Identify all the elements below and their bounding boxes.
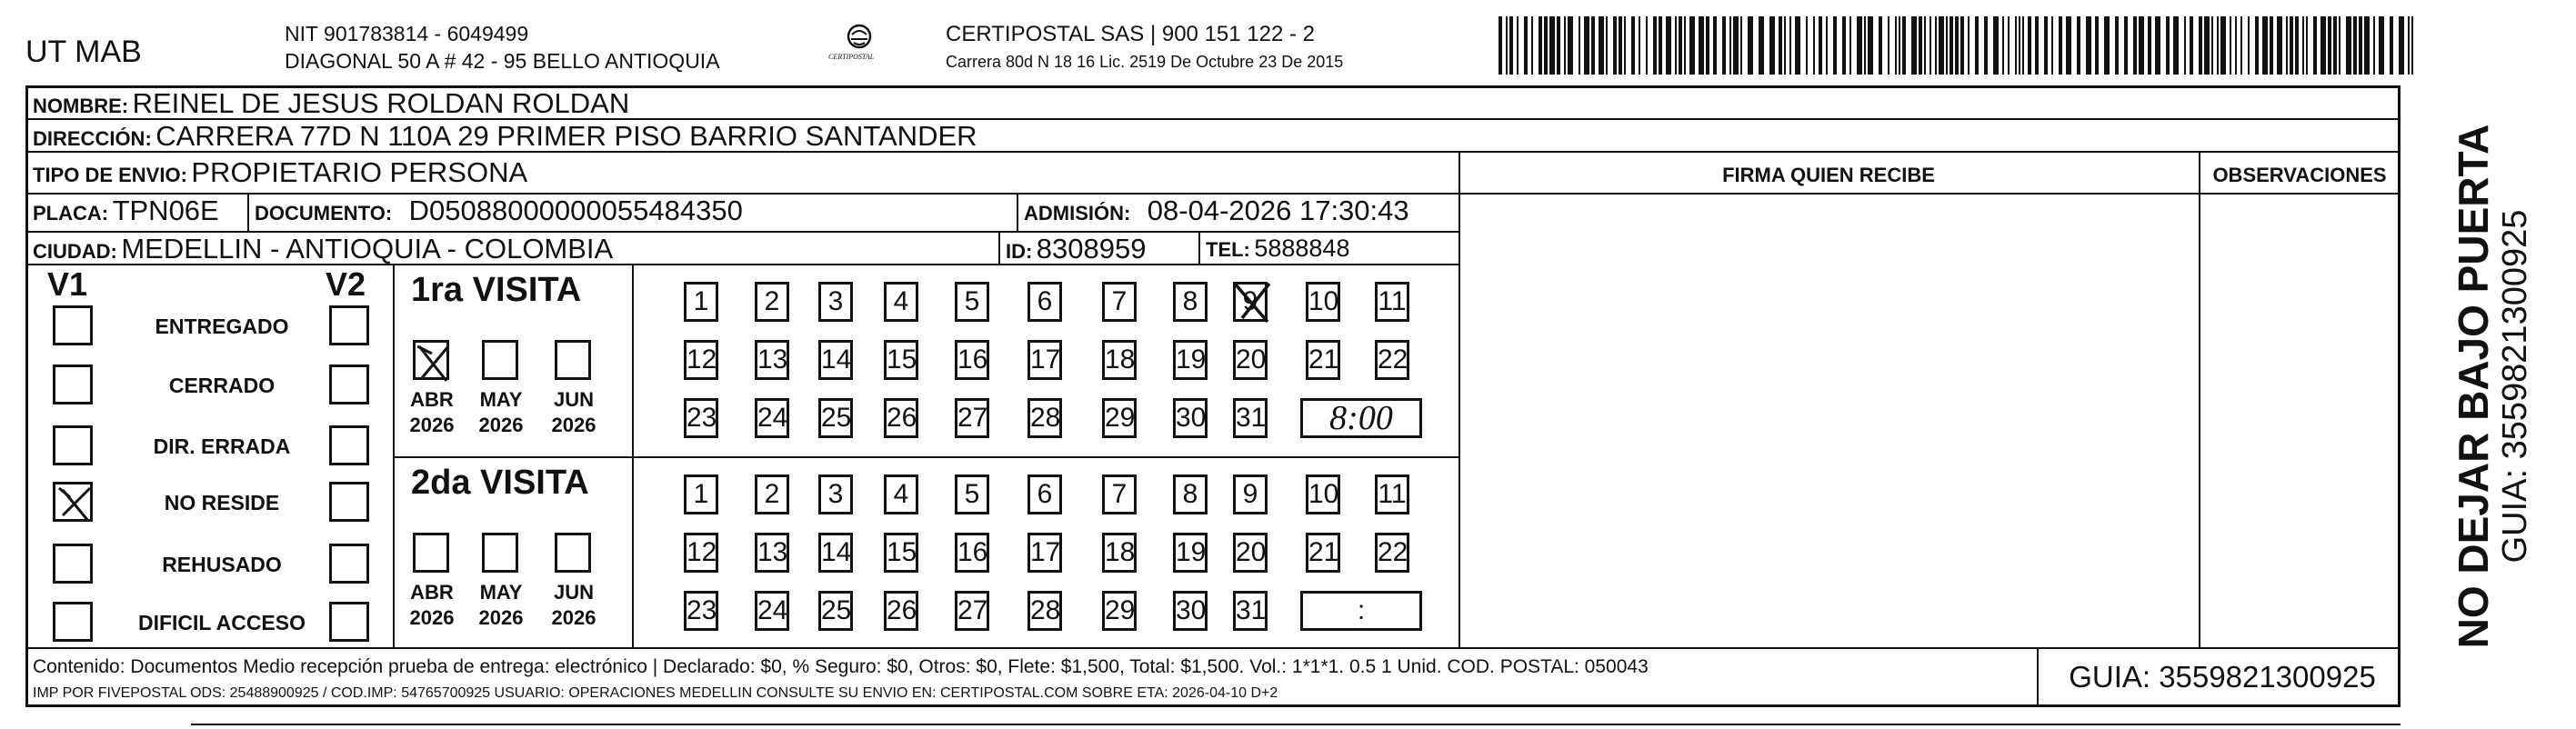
day-box[interactable]: 17 (1027, 533, 1062, 573)
day-box[interactable]: 26 (884, 398, 918, 438)
month-label: MAY (479, 581, 523, 604)
nombre-row (33, 87, 629, 120)
v1-label: V1 (47, 265, 88, 303)
status-label: ENTREGADO (155, 315, 289, 338)
v2-checkbox[interactable] (329, 305, 369, 345)
month-label: ABR (410, 388, 454, 411)
direccion-row (33, 120, 977, 153)
day-box[interactable]: 27 (955, 398, 989, 438)
firma-label: FIRMA QUIEN RECIBE (1722, 164, 1935, 186)
day-box[interactable]: 23 (684, 591, 718, 631)
day-box[interactable]: 21 (1306, 340, 1340, 380)
admision-value: 08-04-2026 17:30:43 (1147, 195, 1409, 226)
day-box[interactable]: 7 (1102, 282, 1137, 322)
day-box[interactable]: 12 (684, 533, 718, 573)
id-label: ID: (1006, 240, 1033, 263)
month-label: MAY (479, 388, 523, 411)
v2-checkbox[interactable] (329, 602, 369, 642)
documento-value: D05088000000055484350 (408, 195, 743, 226)
year-label: 2026 (551, 414, 596, 436)
day-box[interactable]: 1 (684, 282, 718, 322)
status-label: DIR. ERRADA (153, 434, 291, 458)
v2-checkbox[interactable] (329, 482, 369, 522)
year-label: 2026 (409, 606, 455, 629)
ciudad-value: MEDELLIN - ANTIOQUIA - COLOMBIA (121, 233, 614, 265)
certipostal-logo (823, 22, 896, 65)
day-box[interactable]: 28 (1027, 398, 1062, 438)
handwritten-check-icon (1233, 282, 1271, 328)
id-cell (1006, 233, 1146, 265)
tipo-label: TIPO DE ENVIO: (33, 164, 187, 186)
time-box[interactable]: 8:00 (1300, 398, 1422, 438)
status-label: NO RESIDE (164, 491, 280, 514)
footer-contenido: Contenido: Documentos Medio recepción prueba de entrega: electrónico | Declarado: $0, % Seguro: $0, Otros: $0, Flete: $1,500, Total: $1,500. Vol.: 1*1*1. 0.5 1 Unid. COD. POSTAL: 050043 (33, 656, 1649, 677)
day-box[interactable]: 5 (955, 282, 989, 322)
admision-cell (1024, 195, 1409, 227)
day-box[interactable]: 3 (818, 474, 853, 514)
status-label: CERRADO (168, 374, 276, 397)
tel-value: 5888848 (1254, 235, 1350, 262)
day-box[interactable]: 27 (955, 591, 989, 631)
tel-label: TEL: (1206, 238, 1250, 261)
day-box[interactable]: 14 (818, 340, 853, 380)
company-name: UT MAB (25, 35, 142, 69)
day-box[interactable]: 13 (755, 533, 789, 573)
day-box[interactable]: 29 (1102, 591, 1137, 631)
month-checkbox[interactable] (413, 533, 449, 573)
day-box[interactable]: 24 (755, 591, 789, 631)
day-box[interactable]: 20 (1233, 533, 1268, 573)
day-box[interactable]: 13 (755, 340, 789, 380)
day-box[interactable]: 25 (818, 591, 853, 631)
ciudad-cell (33, 233, 613, 265)
day-box[interactable]: 11 (1375, 474, 1409, 514)
day-box[interactable]: 31 (1233, 591, 1268, 631)
day-box[interactable]: 9 (1233, 474, 1268, 514)
v1-checkbox[interactable] (53, 602, 93, 642)
day-box[interactable]: 4 (884, 474, 918, 514)
v1-checkbox[interactable] (53, 544, 93, 584)
footer-guia: GUIA: 3559821300925 (2069, 660, 2376, 694)
ciudad-label: CIUDAD: (33, 240, 117, 263)
side-warning: NO DEJAR BAJO PUERTA (2450, 124, 2497, 649)
year-label: 2026 (409, 414, 455, 436)
tipo-row (33, 156, 527, 189)
v1-checkbox[interactable] (53, 425, 93, 465)
day-box[interactable]: 28 (1027, 591, 1062, 631)
day-box[interactable]: 22 (1375, 533, 1409, 573)
day-box[interactable]: 19 (1173, 533, 1208, 573)
barcode (1498, 16, 2417, 75)
time-box[interactable]: : (1300, 591, 1422, 631)
v1-checkbox[interactable] (53, 482, 93, 522)
v2-label: V2 (326, 265, 366, 303)
nombre-value: REINEL DE JESUS ROLDAN ROLDAN (132, 87, 630, 119)
handwritten-check-icon (55, 484, 95, 524)
status-label: REHUSADO (162, 553, 282, 576)
day-box[interactable]: 10 (1306, 282, 1340, 322)
documento-label: DOCUMENTO: (255, 202, 393, 225)
visit-title: 1ra VISITA (411, 271, 582, 309)
status-label: DIFICIL ACCESO (137, 611, 306, 634)
day-box[interactable]: 31 (1233, 398, 1268, 438)
day-box[interactable]: 18 (1102, 340, 1137, 380)
footer-imp: IMP POR FIVEPOSTAL ODS: 25488900925 / COD.IMP: 54765700925 USUARIO: OPERACIONES MEDELLIN CONSULTE SU ENVIO EN: CERTIPOSTAL.COM SOBRE ETA: 2026-04-10 D+2 (33, 685, 1278, 701)
month-checkbox[interactable] (413, 340, 449, 380)
month-checkbox[interactable] (482, 340, 518, 380)
day-box[interactable]: 6 (1027, 282, 1062, 322)
barcode-icon (1498, 16, 2417, 75)
id-value: 8308959 (1036, 233, 1147, 265)
day-box[interactable]: 3 (818, 282, 853, 322)
day-box[interactable]: 11 (1375, 282, 1409, 322)
month-label: JUN (553, 581, 594, 604)
placa-cell (33, 195, 219, 227)
v1-checkbox[interactable] (53, 305, 93, 345)
year-label: 2026 (478, 606, 524, 629)
company-address: DIAGONAL 50 A # 42 - 95 BELLO ANTIOQUIA (285, 49, 720, 73)
day-box[interactable]: 30 (1173, 398, 1208, 438)
day-box[interactable]: 14 (818, 533, 853, 573)
day-box[interactable]: 4 (884, 282, 918, 322)
day-box[interactable]: 7 (1102, 474, 1137, 514)
nombre-label: NOMBRE: (33, 95, 129, 117)
day-box[interactable]: 15 (884, 533, 918, 573)
day-box[interactable]: 16 (955, 340, 989, 380)
day-box[interactable]: 2 (755, 474, 789, 514)
day-box-marked[interactable]: 9 (1233, 282, 1268, 322)
documento-cell (255, 195, 743, 227)
day-box[interactable]: 21 (1306, 533, 1340, 573)
day-box[interactable]: 1 (684, 474, 718, 514)
day-box[interactable]: 26 (884, 591, 918, 631)
day-box[interactable]: 18 (1102, 533, 1137, 573)
month-checkbox[interactable] (555, 340, 591, 380)
month-checkbox[interactable] (555, 533, 591, 573)
v2-checkbox[interactable] (329, 364, 369, 404)
month-label: ABR (410, 581, 454, 604)
tel-cell (1206, 235, 1349, 263)
day-box[interactable]: 19 (1173, 340, 1208, 380)
direccion-value: CARRERA 77D N 110A 29 PRIMER PISO BARRIO SANTANDER (155, 120, 977, 152)
placa-value: TPN06E (112, 195, 219, 226)
year-label: 2026 (551, 606, 596, 629)
logo-caption: CERTIPOSTAL (828, 53, 875, 61)
visit-title: 2da VISITA (411, 464, 589, 502)
side-guia: GUIA: 3559821300925 (2496, 209, 2534, 564)
day-box[interactable]: 5 (955, 474, 989, 514)
v1-checkbox[interactable] (53, 364, 93, 404)
day-box[interactable]: 12 (684, 340, 718, 380)
day-box[interactable]: 2 (755, 282, 789, 322)
day-box[interactable]: 30 (1173, 591, 1208, 631)
day-box[interactable]: 8 (1173, 474, 1208, 514)
day-box[interactable]: 8 (1173, 282, 1208, 322)
direccion-label: DIRECCIÓN: (33, 127, 152, 150)
handwritten-check-icon (416, 343, 452, 383)
day-box[interactable]: 29 (1102, 398, 1137, 438)
courier-license: Carrera 80d N 18 16 Lic. 2519 De Octubre 23 De 2015 (946, 53, 1344, 71)
v2-checkbox[interactable] (329, 544, 369, 584)
side-panel (2410, 91, 2555, 709)
month-checkbox[interactable] (482, 533, 518, 573)
company-nit: NIT 901783814 - 6049499 (285, 22, 529, 45)
day-box[interactable]: 16 (955, 533, 989, 573)
admision-label: ADMISIÓN: (1024, 202, 1131, 225)
day-box[interactable]: 15 (884, 340, 918, 380)
day-box[interactable]: 17 (1027, 340, 1062, 380)
day-box[interactable]: 25 (818, 398, 853, 438)
day-box[interactable]: 22 (1375, 340, 1409, 380)
observaciones-label: OBSERVACIONES (2212, 164, 2387, 186)
day-box[interactable]: 20 (1233, 340, 1268, 380)
day-box[interactable]: 23 (684, 398, 718, 438)
day-box[interactable]: 6 (1027, 474, 1062, 514)
v2-checkbox[interactable] (329, 425, 369, 465)
day-box[interactable]: 10 (1306, 474, 1340, 514)
tipo-value: PROPIETARIO PERSONA (191, 156, 528, 188)
month-label: JUN (553, 388, 594, 411)
courier-name: CERTIPOSTAL SAS | 900 151 122 - 2 (946, 22, 1315, 46)
year-label: 2026 (478, 414, 524, 436)
day-box[interactable]: 24 (755, 398, 789, 438)
placa-label: PLACA: (33, 202, 109, 225)
